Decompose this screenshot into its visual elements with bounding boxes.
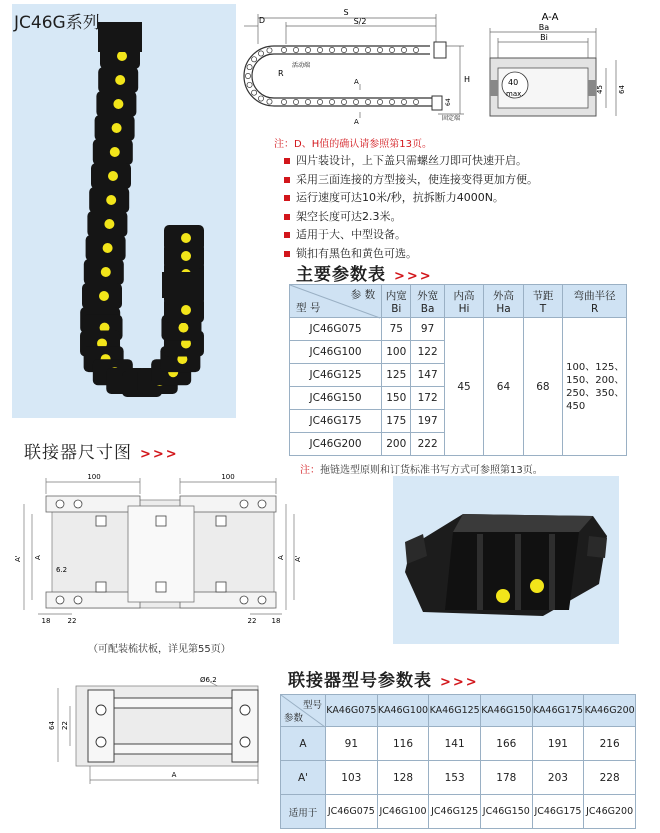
cell-fit: JC46G075 — [326, 795, 378, 829]
header-ha: 外高 Ha — [484, 285, 523, 318]
main-params-title: 主要参数表 — [296, 265, 386, 285]
label-a-prime-right: A' — [294, 555, 302, 562]
cell-a-prime: 203 — [532, 761, 584, 795]
connector-params-corner — [281, 695, 326, 727]
diagram-link-pin — [413, 99, 418, 104]
row-label-a-prime: A' — [281, 761, 326, 795]
feature-item: 四片装设计，上下盖只需螺丝刀即可快速开启。 — [284, 152, 538, 171]
cell-a: 141 — [429, 727, 481, 761]
label-d: D — [258, 16, 266, 25]
note-select-text: 拖链选型原则和订货标准书写方式可参照第13页。 — [320, 465, 543, 476]
label-a-bottom: A — [354, 118, 359, 126]
label-18-right: 18 — [271, 617, 281, 625]
feature-item: 架空长度可达2.3米。 — [284, 208, 538, 227]
label-a-prime-left: A' — [14, 555, 22, 562]
label-a-top: A — [354, 78, 359, 86]
chain-end-bracket — [98, 22, 142, 52]
cell-r: 100、125、 150、200、 250、350、 450 — [563, 318, 627, 456]
diagram-link-pin — [247, 65, 252, 70]
cell-ba: 147 — [411, 364, 444, 387]
corner-top: 参 数 — [350, 289, 376, 301]
cell-a: 216 — [584, 727, 636, 761]
header-model: KA46G150 — [480, 695, 532, 727]
section-view-diagram — [478, 8, 628, 120]
label-a-right: A — [277, 555, 285, 560]
chain-link — [89, 187, 129, 213]
table-row — [281, 761, 636, 795]
cell-hi: 45 — [444, 318, 483, 456]
diagram-link-pin — [281, 99, 286, 104]
cell-model: JC46G075 — [290, 318, 382, 341]
note-select — [300, 461, 543, 476]
diagram-link-pin — [293, 99, 298, 104]
label-ba: Ba — [538, 23, 550, 32]
chain-lock-dot — [113, 99, 123, 109]
diagram-link-pin — [341, 47, 346, 52]
chain-lock-dot — [101, 267, 111, 277]
corner-bottom: 参数 — [284, 713, 304, 724]
cell-a: 166 — [480, 727, 532, 761]
diagram-link-pin — [389, 47, 394, 52]
label-h: H — [464, 75, 471, 84]
label-100-left: 100 — [87, 473, 101, 481]
header-model: KA46G125 — [429, 695, 481, 727]
chain-lock-dot — [181, 305, 191, 315]
label-fixed-end: 固定端 — [442, 115, 461, 122]
feature-list — [284, 152, 538, 263]
note-dh-text: D、H值的确认请参照第13页。 — [294, 139, 432, 150]
header-model: KA46G200 — [584, 695, 636, 727]
chain-link — [91, 163, 131, 189]
chain-link — [82, 283, 122, 309]
cell-ba: 222 — [411, 433, 444, 456]
label-18-left: 18 — [41, 617, 51, 625]
cell-ba: 172 — [411, 387, 444, 410]
cell-ba: 122 — [411, 341, 444, 364]
diagram-link-pin — [329, 99, 334, 104]
cell-ba: 197 — [411, 410, 444, 433]
diagram-link-pin — [251, 57, 256, 62]
connector-params-title: 联接器型号参数表 — [288, 671, 432, 691]
cell-bi: 75 — [382, 318, 411, 341]
connector-params-table — [280, 694, 636, 829]
table-row — [290, 318, 627, 341]
cell-t: 68 — [523, 318, 562, 456]
cell-a-prime: 153 — [429, 761, 481, 795]
diagram-link-pin — [401, 47, 406, 52]
diagram-link-pin — [365, 99, 370, 104]
diagram-link-pin — [258, 96, 263, 101]
diagram-link-pin — [267, 48, 272, 53]
chain-link — [98, 67, 138, 93]
label-40: 40 — [508, 78, 519, 87]
feature-item: 适用于大、中型设备。 — [284, 226, 538, 245]
cell-a-prime: 228 — [584, 761, 636, 795]
chain-side-diagram — [240, 4, 472, 136]
label-r: R — [278, 69, 284, 78]
note-dh-prefix: 注： — [274, 139, 294, 150]
feature-item: 锁扣有黑色和黄色可选。 — [284, 245, 538, 264]
label-22-left: 22 — [67, 617, 77, 625]
cell-a: 116 — [377, 727, 429, 761]
cell-fit: JC46G175 — [532, 795, 584, 829]
series-title: JC46G系列 — [14, 13, 100, 33]
header-model: KA46G100 — [377, 695, 429, 727]
header-bi: 内宽 Bi — [382, 285, 411, 318]
connector-photo — [393, 476, 619, 644]
cell-bi: 150 — [382, 387, 411, 410]
cell-model: JC46G175 — [290, 410, 382, 433]
diagram-link-pin — [401, 99, 406, 104]
note-select-prefix: 注： — [300, 465, 320, 476]
header-t: 节距 T — [523, 285, 562, 318]
cell-model: JC46G150 — [290, 387, 382, 410]
connector-dims-arrows: >>> — [140, 447, 179, 462]
small-connector-diagram — [40, 672, 280, 786]
table-row — [281, 795, 636, 829]
cell-bi: 200 — [382, 433, 411, 456]
chain-photo-panel — [12, 4, 236, 418]
diagram-link-pin — [341, 99, 346, 104]
cell-a-prime: 128 — [377, 761, 429, 795]
diagram-link-pin — [317, 47, 322, 52]
label-moving-end: 活动端 — [292, 62, 311, 69]
chain-lock-dot — [178, 323, 188, 333]
chain-end-bracket — [162, 272, 204, 298]
cell-model: JC46G100 — [290, 341, 382, 364]
label-64-small: 64 — [48, 721, 56, 730]
diagram-link-pin — [317, 99, 322, 104]
cell-ba: 97 — [411, 318, 444, 341]
cell-fit: JC46G200 — [584, 795, 636, 829]
label-22-small: 22 — [61, 721, 69, 730]
cell-bi: 175 — [382, 410, 411, 433]
drag-chain-image — [12, 4, 236, 418]
connector-caption: （可配装梳状板，详见第55页） — [88, 644, 231, 655]
label-a-left: A — [34, 555, 42, 560]
label-s2: S/2 — [353, 17, 367, 26]
connector-dims-heading — [24, 438, 179, 463]
chain-lock-dot — [99, 291, 109, 301]
cell-model: JC46G200 — [290, 433, 382, 456]
chain-link — [84, 259, 124, 285]
diagram-link-pin — [258, 51, 263, 56]
section-title: A-A — [541, 12, 559, 23]
header-hi: 内高 Hi — [444, 285, 483, 318]
chain-lock-dot — [181, 233, 191, 243]
chain-link — [96, 91, 136, 117]
cell-bi: 125 — [382, 364, 411, 387]
chain-lock-dot — [115, 75, 125, 85]
cell-a: 91 — [326, 727, 378, 761]
feature-item: 运行速度可达10米/秒，抗拆断力4000N。 — [284, 189, 538, 208]
main-params-corner — [290, 285, 382, 318]
label-64-section: 64 — [618, 85, 626, 94]
diagram-link-pin — [413, 47, 418, 52]
diagram-link-pin — [247, 82, 252, 87]
label-bi: Bi — [540, 33, 548, 42]
chain-link — [87, 211, 127, 237]
main-params-arrows: >>> — [394, 269, 433, 284]
connector-params-heading — [288, 666, 479, 691]
label-s: S — [343, 8, 349, 17]
connector-dims-title: 联接器尺寸图 — [24, 443, 132, 463]
label-64: 64 — [445, 98, 452, 106]
feature-item: 采用三面连接的方型接头，使连接变得更加方便。 — [284, 171, 538, 190]
header-r: 弯曲半径 R — [563, 285, 627, 318]
chain-lock-dot — [108, 171, 118, 181]
main-params-table — [289, 284, 627, 456]
label-a-small: A — [171, 771, 177, 779]
label-max: max. — [506, 90, 524, 98]
label-6-2: 6.2 — [56, 566, 68, 574]
table-row — [281, 727, 636, 761]
corner-top: 型号 — [302, 700, 322, 711]
header-model: KA46G075 — [326, 695, 378, 727]
cell-fit: JC46G150 — [480, 795, 532, 829]
chain-lock-dot — [110, 147, 120, 157]
chain-lock-dot — [181, 251, 191, 261]
cell-a-prime: 103 — [326, 761, 378, 795]
cell-ha: 64 — [484, 318, 523, 456]
chain-link — [95, 115, 135, 141]
header-ba: 外宽 Ba — [411, 285, 444, 318]
row-label-a: A — [281, 727, 326, 761]
chain-link — [93, 139, 133, 165]
header-model: KA46G175 — [532, 695, 584, 727]
note-dh — [274, 135, 432, 150]
connector-dimension-diagram — [10, 470, 300, 632]
diagram-link-pin — [305, 47, 310, 52]
diagram-link-pin — [353, 99, 358, 104]
chain-lock-dot — [103, 243, 113, 253]
chain-link — [86, 235, 126, 261]
diagram-link-pin — [377, 99, 382, 104]
label-45: 45 — [596, 85, 604, 94]
cell-model: JC46G125 — [290, 364, 382, 387]
diagram-link-pin — [267, 99, 272, 104]
chain-lock-dot — [117, 51, 127, 61]
main-params-heading — [296, 260, 433, 285]
cell-a: 191 — [532, 727, 584, 761]
chain-lock-dot — [112, 123, 122, 133]
row-label-fit: 适用于 — [281, 795, 326, 829]
diagram-link-pin — [245, 73, 250, 78]
corner-bottom: 型 号 — [296, 302, 321, 314]
label-100-right: 100 — [221, 473, 235, 481]
diagram-link-pin — [305, 99, 310, 104]
chain-lock-dot — [106, 195, 116, 205]
label-22-right: 22 — [247, 617, 257, 625]
diagram-link-pin — [353, 47, 358, 52]
diagram-link-pin — [377, 47, 382, 52]
cell-a-prime: 178 — [480, 761, 532, 795]
diagram-link-pin — [329, 47, 334, 52]
cell-bi: 100 — [382, 341, 411, 364]
diagram-link-pin — [281, 47, 286, 52]
diagram-link-pin — [293, 47, 298, 52]
cell-fit: JC46G100 — [377, 795, 429, 829]
connector-params-arrows: >>> — [440, 675, 479, 690]
connector-photo-panel — [393, 476, 619, 644]
chain-lock-dot — [104, 219, 114, 229]
label-phi-62: Ø6.2 — [200, 676, 217, 684]
diagram-link-pin — [389, 99, 394, 104]
chain-link — [164, 225, 204, 251]
diagram-link-pin — [365, 47, 370, 52]
diagram-link-pin — [251, 90, 256, 95]
cell-fit: JC46G125 — [429, 795, 481, 829]
